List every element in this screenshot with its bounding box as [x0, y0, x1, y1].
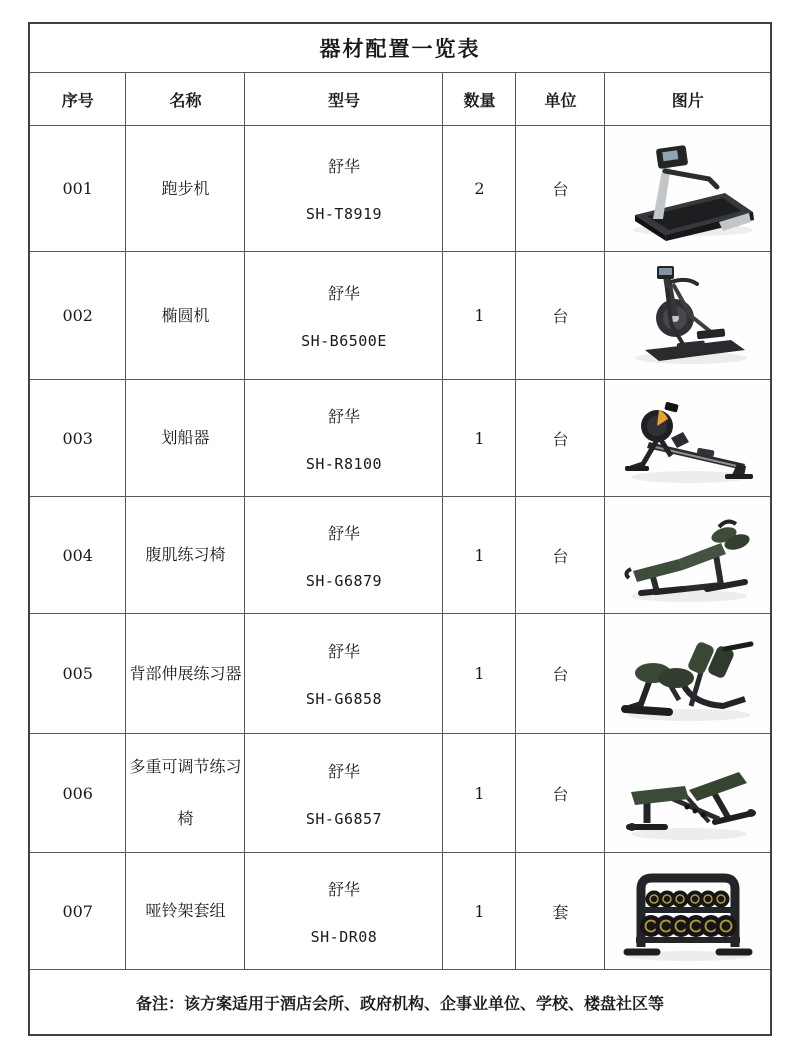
quantity-value: 1 — [474, 783, 485, 803]
brand-name: 舒华 — [327, 761, 360, 781]
model-number: SH-G6858 — [305, 690, 383, 708]
unit-value: 台 — [552, 665, 569, 684]
model-number: SH-G6879 — [305, 571, 383, 590]
adjustable-bench-photo — [613, 735, 763, 847]
elliptical-photo — [613, 258, 763, 370]
equipment-name: 跑步机 — [161, 178, 210, 198]
column-header-picture: 图片 — [605, 73, 771, 126]
table-row — [29, 853, 771, 970]
row-number: 004 — [62, 545, 93, 565]
treadmill-photo — [613, 131, 763, 243]
table-row — [29, 380, 771, 497]
back-extension-photo — [613, 616, 763, 728]
model-number: SH-DR08 — [310, 927, 378, 946]
equipment-name: 腹肌练习椅 — [145, 545, 226, 564]
rower-photo — [613, 380, 763, 492]
column-header-qty: 数量 — [443, 73, 516, 126]
footer-note: 备注：该方案适用于酒店会所、政府机构、企事业单位、学校、楼盘社区等 — [29, 970, 771, 1036]
unit-value: 台 — [552, 180, 569, 199]
unit-value: 台 — [552, 429, 569, 449]
brand-name: 舒华 — [327, 157, 360, 176]
model-number: SH-B6500E — [301, 332, 387, 350]
table-row — [29, 126, 771, 252]
quantity-value: 1 — [474, 545, 485, 565]
table-row — [29, 614, 771, 734]
row-number: 005 — [62, 664, 93, 683]
brand-name: 舒华 — [327, 406, 360, 426]
unit-value: 台 — [552, 784, 569, 804]
quantity-value: 1 — [474, 306, 485, 325]
equipment-name: 椭圆机 — [161, 305, 210, 325]
unit-value: 台 — [552, 546, 569, 566]
column-header-no: 序号 — [29, 73, 126, 126]
brand-name: 舒华 — [327, 284, 360, 303]
row-number: 001 — [62, 179, 93, 198]
model-number: SH-T8919 — [305, 205, 383, 223]
quantity-value: 2 — [474, 179, 485, 198]
equipment-name: 背部伸展练习器 — [129, 663, 242, 683]
table-row — [29, 497, 771, 614]
column-header-name: 名称 — [126, 73, 245, 126]
row-number: 002 — [62, 306, 93, 325]
equipment-table — [28, 22, 772, 1036]
model-number: SH-G6857 — [305, 809, 383, 828]
equipment-name: 多重可调节练习椅 — [129, 757, 242, 828]
column-header-model: 型号 — [245, 73, 443, 126]
row-number: 003 — [62, 428, 93, 448]
quantity-value: 1 — [474, 664, 485, 683]
column-header-unit: 单位 — [516, 73, 605, 126]
row-number: 007 — [62, 901, 93, 921]
table-row — [29, 734, 771, 853]
brand-name: 舒华 — [327, 879, 360, 899]
unit-value: 台 — [552, 307, 569, 326]
ab-bench-photo — [613, 497, 763, 609]
row-number: 006 — [62, 783, 93, 803]
dumbbell-rack-photo — [613, 853, 763, 965]
equipment-name: 划船器 — [161, 428, 210, 447]
brand-name: 舒华 — [327, 523, 360, 543]
quantity-value: 1 — [474, 901, 485, 921]
table-row — [29, 252, 771, 380]
equipment-name: 哑铃架套组 — [145, 901, 226, 920]
quantity-value: 1 — [474, 428, 485, 448]
brand-name: 舒华 — [327, 642, 360, 661]
model-number: SH-R8100 — [305, 454, 383, 473]
unit-value: 套 — [552, 902, 569, 922]
page-title: 器材配置一览表 — [29, 23, 771, 73]
